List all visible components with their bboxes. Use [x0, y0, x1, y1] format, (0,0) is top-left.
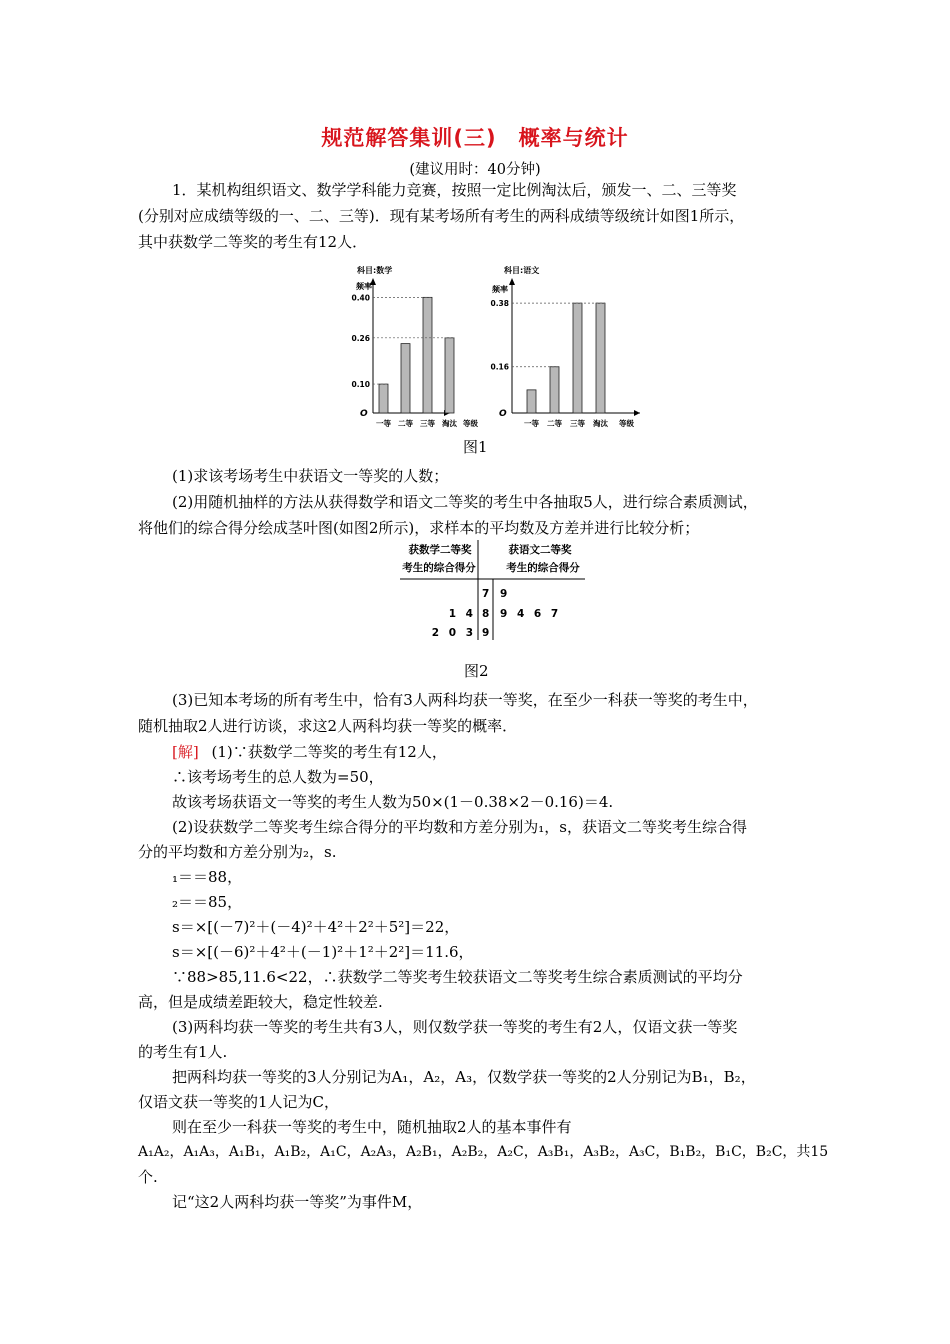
question-2-line: 将他们的综合得分绘成茎叶图(如图2所示)，求样本的平均数及方差并进行比较分析； — [138, 519, 700, 537]
category-label: 三等 — [570, 419, 585, 428]
bar — [401, 344, 410, 413]
leaves-right: 9 — [500, 588, 511, 600]
bar — [550, 367, 559, 413]
category-label: 淘汰 — [593, 419, 608, 428]
solution-line: ∵88>85,11.6<22，∴获数学二等奖考生较获语文二等奖考生综合素质测试的平均分 — [172, 968, 743, 986]
figure-1-charts — [330, 262, 650, 434]
solution-line: 的考生有1人. — [138, 1043, 228, 1061]
left-header-line: 考生的综合得分 — [402, 562, 476, 574]
page-title: 规范解答集训(三) 概率与统计 — [321, 126, 629, 150]
solution-line: 高，但是成绩差距较大，稳定性较差. — [138, 993, 383, 1011]
origin-label: O — [499, 409, 507, 419]
solution-line: ₁＝＝88， — [172, 868, 243, 886]
stem-leaf-plot — [400, 540, 590, 640]
solution-line: (3)两科均获一等奖的考生共有3人，则仅数学获一等奖的考生有2人，仅语文获一等奖 — [172, 1018, 738, 1036]
solution-line: 则在至少一科获一等奖的考生中，随机抽取2人的基本事件有 — [172, 1118, 572, 1136]
solution-line: 记“这2人两科均获一等奖”为事件M， — [172, 1193, 423, 1211]
solution-line: s＝×[(－7)²＋(－4)²＋4²＋2²＋5²]＝22， — [172, 918, 460, 936]
question-2-line: (2)用随机抽样的方法从获得数学和语文二等奖的考生中各抽取5人，进行综合素质测试， — [172, 493, 758, 511]
solution-line: s＝×[(－6)²＋4²＋(－1)²＋1²＋2²]＝11.6， — [172, 943, 474, 961]
question-3-line: (3)已知本考场的所有考生中，恰有3人两科均获一等奖，在至少一科获一等奖的考生中， — [172, 691, 758, 709]
solution-line: ∴该考场考生的总人数为=50， — [172, 768, 384, 786]
left-header-line: 获数学二等奖 — [408, 544, 472, 556]
y-tick-label: 0.10 — [351, 380, 370, 390]
page-subtitle: (建议用时：40分钟) — [409, 162, 541, 178]
y-axis-label: 频率 — [356, 282, 372, 291]
y-tick-label: 0.16 — [490, 362, 509, 372]
y-tick-label: 0.40 — [351, 293, 370, 303]
intro-line: (分别对应成绩等级的一、二、三等)．现有某考场所有考生的两科成绩等级统计如图1所示， — [138, 207, 745, 225]
solution-line: A₁A₂，A₁A₃，A₁B₁，A₁B₂，A₁C，A₂A₃，A₂B₁，A₂B₂，A₂C，A₃B₁，A₃B₂，A₃C，B₁B₂，B₁C，B₂C，共15 — [138, 1144, 829, 1160]
origin-label: O — [360, 409, 368, 419]
question-1: (1)求该考场考生中获语文一等奖的人数； — [172, 467, 449, 485]
stem-value: 9 — [482, 627, 493, 639]
figure-2-caption: 图2 — [464, 662, 489, 680]
solution-line: (2)设获数学二等奖考生综合得分的平均数和方差分别为₁，s，获语文二等奖考生综合得 — [172, 818, 747, 836]
bar — [445, 338, 454, 413]
bar — [596, 303, 605, 413]
right-header-line: 考生的综合得分 — [506, 562, 580, 574]
solution-line: 故该考场获语文一等奖的考生人数为50×(1－0.38×2－0.16)＝4. — [172, 793, 614, 811]
x-axis-label: 等级 — [619, 419, 634, 428]
bar — [379, 384, 388, 413]
solution-line: 分的平均数和方差分别为₂，s. — [138, 843, 337, 861]
category-label: 一等 — [376, 419, 391, 428]
y-axis-label: 频率 — [492, 285, 508, 294]
figure-1-caption: 图1 — [463, 438, 488, 456]
category-label: 一等 — [524, 419, 539, 428]
stem-value: 7 — [482, 588, 493, 600]
category-label: 二等 — [398, 419, 413, 428]
category-label: 二等 — [547, 419, 562, 428]
bar — [573, 303, 582, 413]
right-header-line: 获语文二等奖 — [508, 544, 572, 556]
leaves-right: 9 4 6 7 — [500, 608, 562, 620]
solution-line: 把两科均获一等奖的3人分别记为A₁，A₂，A₃，仅数学获一等奖的2人分别记为B₁，B₂， — [172, 1068, 756, 1086]
y-axis-arrow — [509, 278, 515, 285]
category-label: 三等 — [420, 419, 435, 428]
solution-first-line — [172, 742, 447, 762]
stem-value: 8 — [482, 608, 493, 620]
chart-title: 科目:语文 — [504, 266, 540, 275]
solution-line: (1)∵获数学二等奖的考生有12人， — [211, 743, 447, 761]
solution-line: 仅语文获一等奖的1人记为C， — [138, 1093, 340, 1111]
intro-line: 其中获数学二等奖的考生有12人． — [138, 233, 368, 251]
question-3-line: 随机抽取2人进行访谈，求这2人两科均获一等奖的概率． — [138, 717, 518, 735]
leaves-left: 2 0 3 — [431, 627, 476, 639]
y-tick-label: 0.26 — [351, 333, 370, 343]
bar — [527, 390, 536, 413]
solution-line: 个. — [138, 1168, 158, 1186]
chart-title: 科目:数学 — [357, 266, 393, 275]
solution-line: ₂＝＝85， — [172, 893, 243, 911]
solution-tag: [解] — [172, 743, 199, 761]
x-axis-arrow — [634, 410, 640, 416]
leaves-left: 1 4 — [448, 608, 476, 620]
category-label: 淘汰 — [442, 419, 457, 428]
bar — [423, 297, 432, 413]
intro-line: 1．某机构组织语文、数学学科能力竞赛，按照一定比例淘汰后，颁发一、二、三等奖 — [172, 181, 737, 199]
x-axis-label: 等级 — [463, 419, 478, 428]
y-tick-label: 0.38 — [490, 299, 509, 309]
